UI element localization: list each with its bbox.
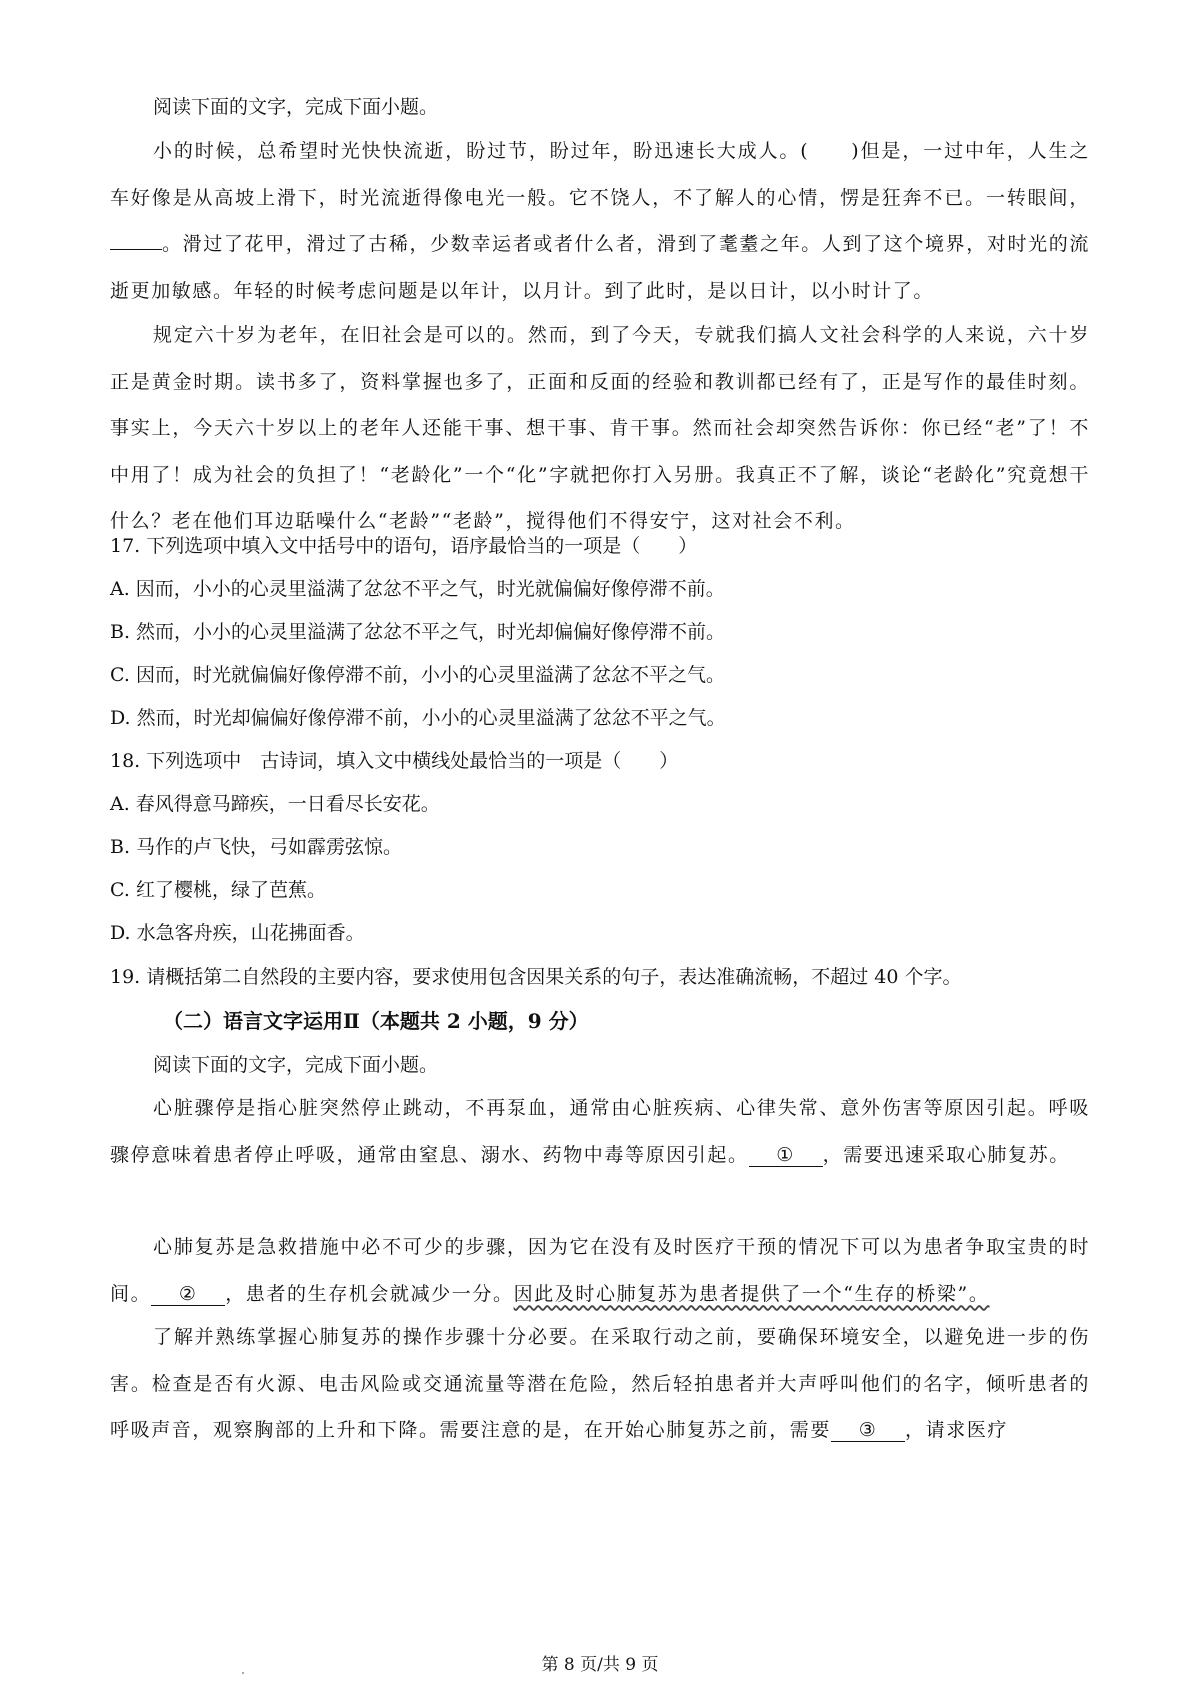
question-18-option-d: D. 水急客舟疾，山花拂面香。	[110, 922, 365, 944]
blank-1: ①	[749, 1144, 823, 1167]
passage1-paragraph2: 规定六十岁为老年，在旧社会是可以的。然而，到了今天，专就我们搞人文社会科学的人来说，六十岁正是黄金时期。读书多了，资料掌握也多了，正面和反面的经验和教训都已经有了，正是写作的最佳时刻。事实上，今天六十岁以上的老年人还能干事、想干事、肯干事。然而社会却突然告诉你：你已经“老”了！不中用了！成为社会的负担了！“老龄化”一个“化”字就把你打入另册。我真正不了解，谈论“老龄化”究竟想干什么？老在他们耳边聒噪什么“老龄”“老龄”，搅得他们不得安宁，这对社会不利。	[110, 324, 1090, 532]
passage2-text-c: 心肺复苏是急救措施中必不可少的步骤，因为它在没有及时医疗干预的情况下可以为患者争取宝贵的时间。	[110, 1236, 1090, 1305]
question-17-option-b: B. 然而，小小的心灵里溢满了忿忿不平之气，时光却偏偏好像停滞不前。	[110, 621, 726, 643]
passage1-paragraph1	[110, 128, 1090, 314]
passage1-text-a: 小的时候，总希望时光快快流逝，盼过节，盼过年，盼迅速长大成人。( )但是，一过中年，人生之车好像是从高坡上滑下，时光流逝得像电光一般。它不饶人，不了解人的心情，愣是狂奔不已。一转眼间，	[110, 140, 1090, 209]
passage2-text-e: 了解并熟练掌握心肺复苏的操作步骤十分必要。在采取行动之前，要确保环境安全，以避免进一步的伤害。检查是否有火源、电击风险或交通流量等潜在危险，然后轻拍患者并大声呼叫他们的名字，倾听患者的呼吸声音，观察胸部的上升和下降。需要注意的是，在开始心肺复苏之前，需要	[110, 1326, 1090, 1441]
passage2-text-b: ，需要迅速采取心肺复苏。	[822, 1143, 1070, 1166]
passage2-paragraph2	[110, 1224, 1090, 1317]
blank-2: ②	[151, 1283, 225, 1306]
passage2-paragraph3	[110, 1314, 1090, 1454]
blank-3: ③	[831, 1419, 905, 1442]
question-17-option-c: C. 因而，时光就偏偏好像停滞不前，小小的心灵里溢满了忿忿不平之气。	[110, 664, 725, 686]
question-18-option-a: A. 春风得意马蹄疾，一日看尽长安花。	[110, 793, 440, 815]
wavy-underlined-sentence: 因此及时心肺复苏为患者提供了一个“生存的桥梁”。	[513, 1282, 990, 1305]
question-18-stem: 18. 下列选项中 古诗词，填入文中横线处最恰当的一项是（ ）	[110, 750, 679, 772]
passage2-text-a: 心脏骤停是指心脏突然停止跳动，不再泵血，通常由心脏疾病、心律失常、意外伤害等原因引起。呼吸骤停意味着患者停止呼吸，通常由窒息、溺水、药物中毒等原因引起。	[110, 1097, 1090, 1166]
question-17-option-d: D. 然而，时光却偏偏好像停滞不前，小小的心灵里溢满了忿忿不平之气。	[110, 707, 726, 729]
passage2-text-f: ，请求医疗	[905, 1419, 1009, 1441]
fill-blank-line	[110, 249, 162, 250]
section-heading: （二）语言文字运用Ⅱ（本题共 2 小题，9 分）	[163, 1009, 589, 1033]
passage2-paragraph1	[110, 1085, 1090, 1178]
reading-instruction-2: 阅读下面的文字，完成下面小题。	[153, 1054, 439, 1076]
question-18-option-b: B. 马作的卢飞快，弓如霹雳弦惊。	[110, 836, 403, 858]
passage1-text-b: 。滑过了花甲，滑过了古稀，少数幸运者或者什么者，滑到了耄耋之年。人到了这个境界，对时光的流逝更加敏感。年轻的时候考虑问题是以年计，以月计。到了此时，是以日计，以小时计了。	[110, 233, 1090, 302]
question-19-stem: 19. 请概括第二自然段的主要内容，要求使用包含因果关系的句子，表达准确流畅，不超过 40 个字。	[110, 966, 962, 988]
question-17-option-a: A. 因而，小小的心灵里溢满了忿忿不平之气，时光就偏偏好像停滞不前。	[110, 578, 725, 600]
passage2-text-d: ，患者的生存机会就减少一分。	[225, 1282, 514, 1305]
question-18-option-c: C. 红了樱桃，绿了芭蕉。	[110, 879, 326, 901]
question-17-stem: 17. 下列选项中填入文中括号中的语句，语序最恰当的一项是（ ）	[110, 535, 698, 557]
page-number-footer: 第 8 页/共 9 页	[541, 1655, 659, 1675]
reading-instruction: 阅读下面的文字，完成下面小题。	[153, 96, 439, 118]
